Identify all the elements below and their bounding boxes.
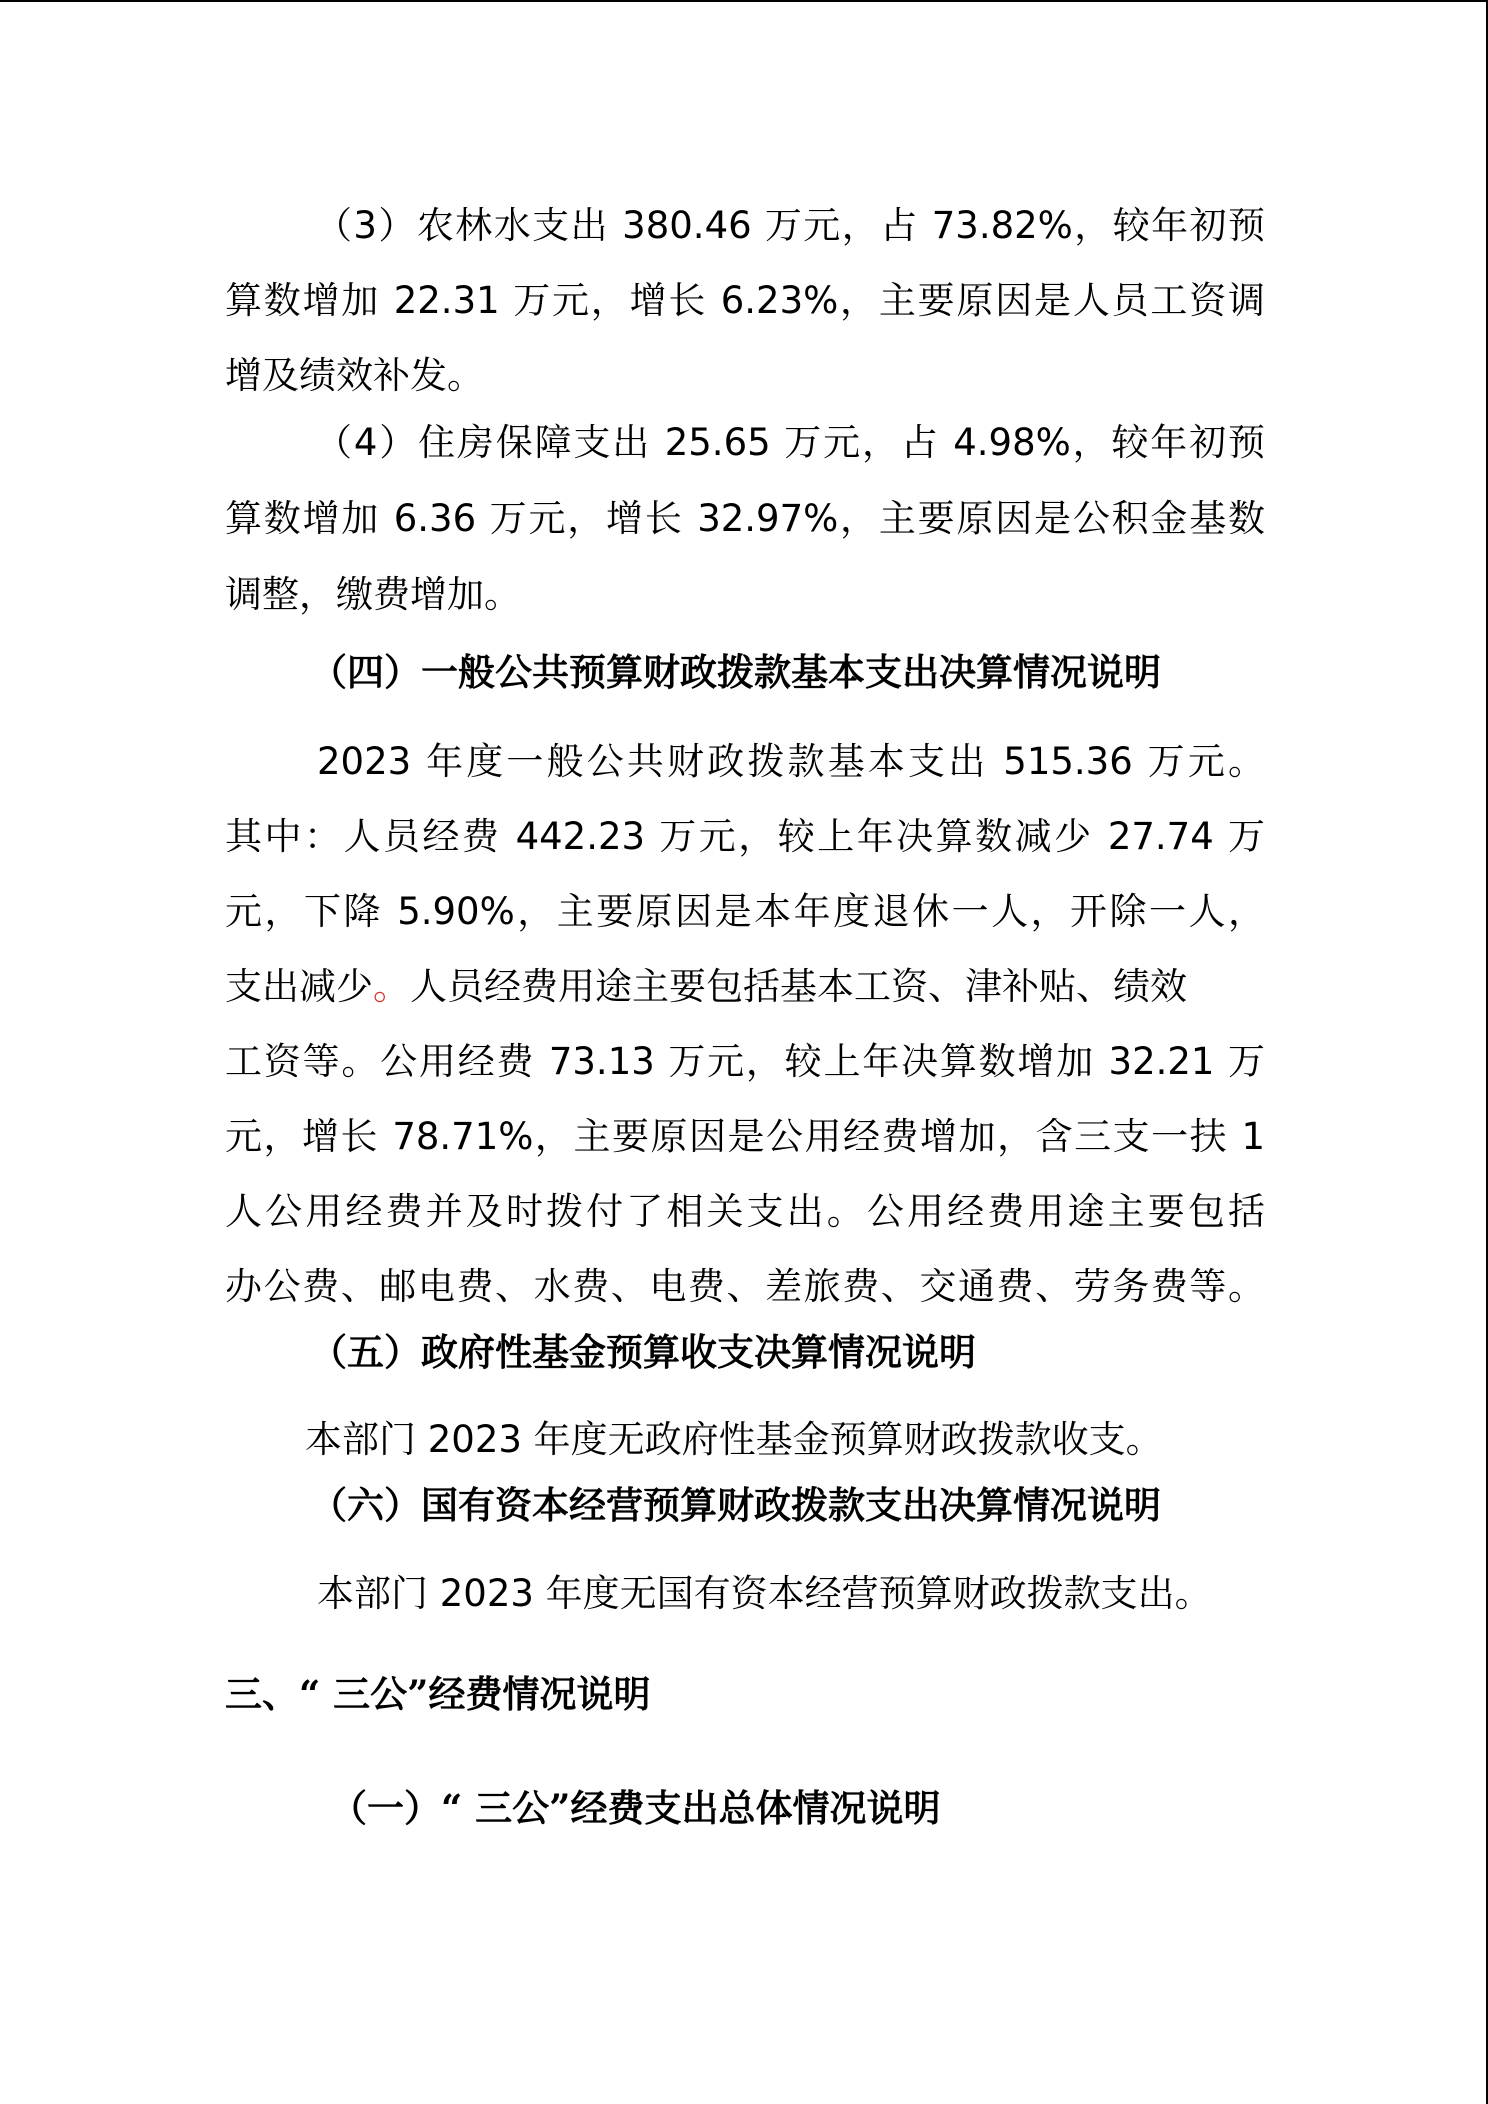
paragraph-agri-line-2: 算数增加 22.31 万元，增长 6.23%，主要原因是人员工资调 (225, 279, 1265, 322)
paragraph-agri-line-1: （3）农林水支出 380.46 万元，占 73.82%，较年初预 (315, 204, 1265, 247)
page-top-border (0, 0, 1488, 2)
paragraph-basic-line-7: 人公用经费并及时拨付了相关支出。公用经费用途主要包括 (225, 1190, 1265, 1233)
paragraph-basic-line-4 (225, 965, 1265, 1009)
paragraph-basic-line-1: 2023 年度一般公共财政拨款基本支出 515.36 万元。 (317, 740, 1265, 783)
paragraph-gov-fund: 本部门 2023 年度无政府性基金预算财政拨款收支。 (305, 1418, 1163, 1461)
paragraph-basic-line-4-end: 人员经费用途主要包括基本工资、津补贴、绩效 (410, 965, 1187, 1008)
paragraph-agri-line-3: 增及绩效补发。 (225, 354, 484, 397)
heading-part-three-sub-1: （一）“ 三公”经费支出总体情况说明 (330, 1786, 941, 1830)
heading-section-4: （四）一般公共预算财政拨款基本支出决算情况说明 (310, 650, 1161, 694)
paragraph-basic-line-3: 元，下降 5.90%，主要原因是本年度退休一人，开除一人， (225, 890, 1265, 933)
paragraph-basic-line-2: 其中：人员经费 442.23 万元，较上年决算数减少 27.74 万 (225, 815, 1265, 858)
paragraph-housing-line-2: 算数增加 6.36 万元，增长 32.97%，主要原因是公积金基数 (225, 497, 1265, 540)
paragraph-housing-line-3: 调整，缴费增加。 (225, 573, 521, 616)
paragraph-basic-line-5: 工资等。公用经费 73.13 万元，较上年决算数增加 32.21 万 (225, 1040, 1265, 1083)
paragraph-basic-line-8: 办公费、邮电费、水费、电费、差旅费、交通费、劳务费等。 (225, 1265, 1265, 1308)
red-period-mark: 。 (373, 965, 410, 1008)
paragraph-basic-line-6: 元，增长 78.71%，主要原因是公用经费增加，含三支一扶 1 (225, 1115, 1265, 1158)
paragraph-housing-line-1: （4）住房保障支出 25.65 万元，占 4.98%，较年初预 (315, 421, 1265, 464)
paragraph-basic-line-4-start: 支出减少 (225, 965, 373, 1008)
heading-section-6: （六）国有资本经营预算财政拨款支出决算情况说明 (310, 1483, 1161, 1527)
heading-section-5: （五）政府性基金预算收支决算情况说明 (310, 1330, 976, 1374)
paragraph-state-capital: 本部门 2023 年度无国有资本经营预算财政拨款支出。 (317, 1572, 1212, 1615)
heading-part-three: 三、“ 三公”经费情况说明 (225, 1672, 651, 1716)
